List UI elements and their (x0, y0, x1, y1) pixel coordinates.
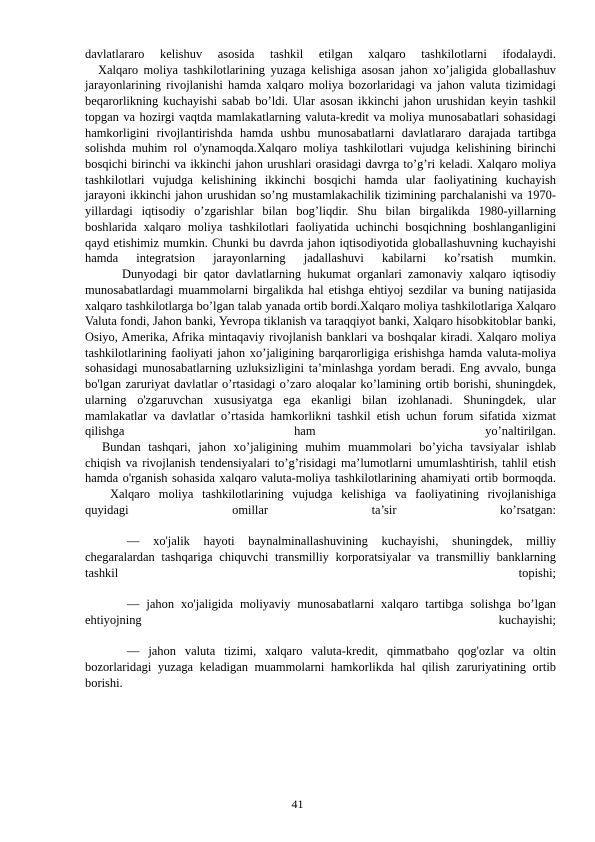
spacer (85, 629, 556, 645)
document-body (85, 47, 556, 691)
paragraph-intro-continuation: davlatlararo kelishuv asosida tashkil etilgan xalqaro tashkilotlarni ifodalaydi. (85, 47, 556, 61)
spacer (85, 581, 556, 597)
paragraph-recommendations: Bundan tashqari, jahon xo’jaligining muhim muammolari bo’yicha tavsiyalar ishlab chiqish va rivojlanish tendensiyalari to’g’risidagi ma’lumotlarni umumlashtirish, tahlil etish hamda o'rganish sohasida xalqaro valuta-moliya tashkilotlarining ahamiyati ortib bormoqda. (85, 439, 556, 486)
paragraph-demand-for-institutions: Dunyodagi bir qator davlatlarning hukumat organlari zamonaviy xalqaro iqtisodiy munosabatlardagi muammolarni birgalikda hal etishga ehtiyoj sezdilar va buning natijasida xalqaro tashkilotlarga bo’lgan talab yanada ortib bordi.Xalqaro moliya tashkilotlariga Xalqaro Valuta fondi, Jahon banki, Yevropa tiklanish va taraqqiyot banki, Xalqaro hisobkitoblar banki, Osiyo, Amerika, Afrika mintaqaviy rivojlanish banklari va boshqalar kiradi. Xalqaro moliya tashkilotlarining faoliyati jahon xo’jaligining barqarorligiga erishishga hamda valuta-moliya sohasidagi munosabatlarning uzluksizligini ta’minlashga yordam beradi. Eng avvalo, bunga bo'lgan zaruriyat davlatlar o’rtasidagi o’zaro aloqalar ko’lamining ortib borishi, shuningdek, ularning o'zgaruvchan xususiyatga ega ekanligi bilan izohlanadi. Shuningdek, ular mamlakatlar va davlatlar o’rtasida hamkorlikni tashkil etish uchun forum sifatida xizmat qilishga ham yo’naltirilgan. (85, 267, 556, 439)
list-item-regulation-need: — jahon xo'jaligida moliyaviy munosabatlarni xalqaro tartibga solishga bo’lgan ehtiyojning kuchayishi; (85, 597, 556, 627)
list-item-currency-problems: — jahon valuta tizimi, xalqaro valuta-kredit, qimmatbaho qog'ozlar va oltin bozorlaridagi yuzaga keladigan muammolarni hamkorlikda hal qilish zaruriyatining ortib borishi. (85, 644, 556, 690)
page-number: 41 (291, 797, 304, 811)
paragraph-emergence-history: Xalqaro moliya tashkilotlarining yuzaga kelishiga asosan jahon xo’jaligida globallashuv jarayonlarining rivojlanishi hamda xalqaro moliya bozorlaridagi va jahon valuta tizimidagi beqarorlikning kuchayishi sabab bo’ldi. Ular asosan ikkinchi jahon urushidan keyin tashkil topgan va hozirgi vaqtda mamlakatlarning valuta-kredit va moliya munosabatlari sohasidagi hamkorligini rivojlantirishda hamda ushbu munosabatlarni davlatlararo darajada tartibga solishda muhim rol o'ynamoqda.Xalqaro moliya tashkilotlari vujudga kelishining birinchi bosqichi birinchi va ikkinchi jahon urushlari orasidagi davrga to’g’ri keladi. Xalqaro moliya tashkilotlari vujudga kelishining ikkinchi bosqichi hamda ular faoliyatining kuchayish jarayoni ikkinchi jahon urushidan so’ng mustamlakachilik tizimining parchalanishi va 1970-yillardagi iqtisodiy o’zgarishlar bilan bog’liqdir. Shu bilan birgalikda 1980-yillarning boshlarida xalqaro moliya tashkilotlari faoliyatida uchinchi bosqichning boshlanganligini qayd etishimiz mumkin. Chunki bu davrda jahon iqtisodiyotida globallashuvning kuchayishi hamda integratsion jarayonlarning jadallashuvi kabilarni ko’rsatish mumkin. (85, 62, 556, 266)
paragraph-factors-intro: Xalqaro moliya tashkilotlarining vujudga kelishiga va faoliyatining rivojlanishiga quyidagi omillar ta’sir ko’rsatgan: (85, 487, 556, 517)
spacer (85, 519, 556, 535)
list-item-globalization: — xo'jalik hayoti baynalminallashuvining kuchayishi, shuningdek, milliy chegaralardan tashqariga chiquvchi transmilliy korporatsiyalar va transmilliy banklarning tashkil topishi; (85, 534, 556, 580)
